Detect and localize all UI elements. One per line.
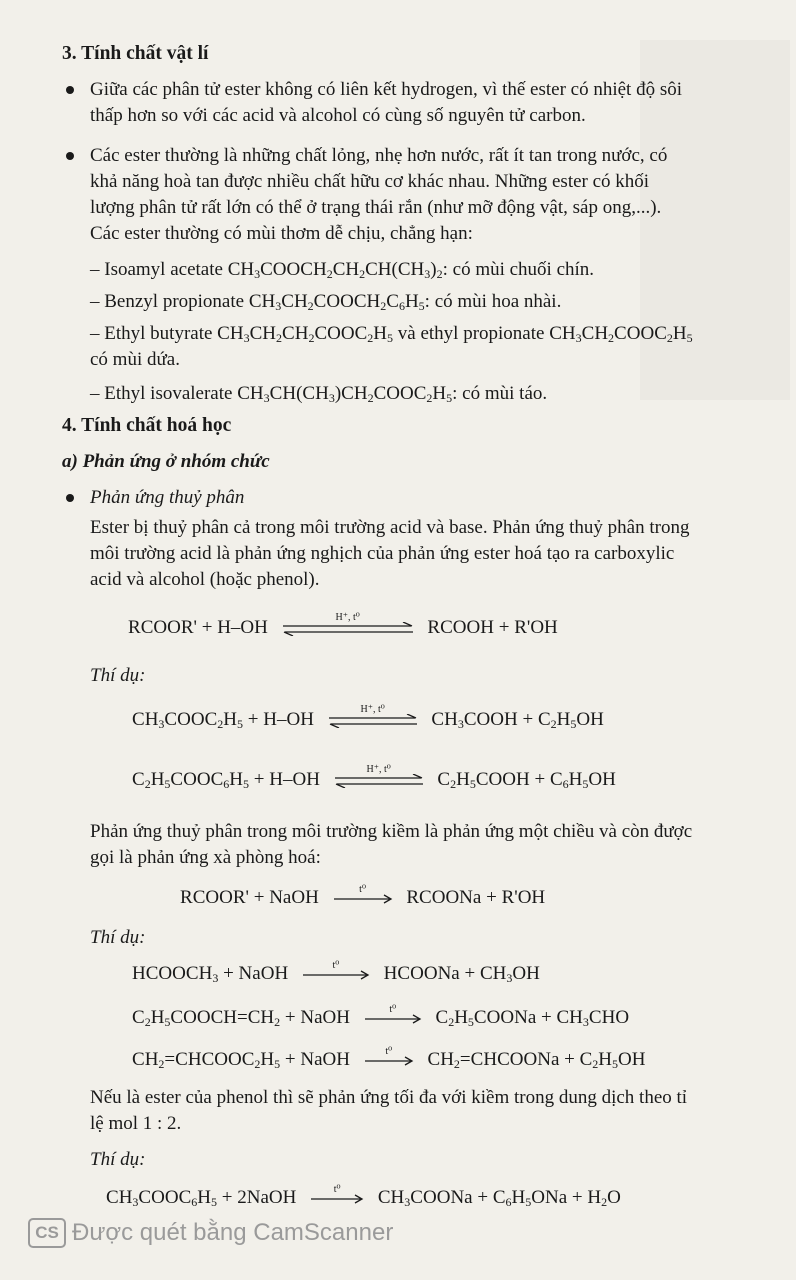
products: $C_2H_5COOH + C_6H_5OH$ <box>437 769 616 791</box>
section-4-heading: 4. Tính chất hoá học <box>62 415 232 436</box>
example-desc: : có mùi hoa nhài. <box>424 291 562 312</box>
reaction-condition: t⁰ <box>333 1183 341 1195</box>
reaction-condition: H⁺, t⁰ <box>360 703 385 715</box>
example-name: – Ethyl butyrate <box>90 323 213 344</box>
example-name: – Benzyl propionate <box>90 291 245 312</box>
reactants: $C_2H_5COOC_6H_5 + H-OH$ <box>132 769 320 791</box>
watermark-text: Được quét bằng CamScanner <box>72 1219 394 1246</box>
products: RCOONa + R'OH <box>406 887 546 908</box>
bullet2-line2: khả năng hoà tan được nhiều chất hữu cơ khác nhau. Những ester có khối <box>90 171 650 192</box>
equation-acid-1 <box>132 703 604 732</box>
equation-phenol-ester <box>106 1183 621 1210</box>
example-name: – Isoamyl acetate <box>90 259 223 280</box>
bullet1-line2: thấp hơn so với các acid và alcohol có cùng số nguyên tử carbon. <box>90 105 586 126</box>
bullet-dot <box>66 86 74 94</box>
camscanner-logo-icon: CS <box>28 1218 66 1248</box>
example-desc: : có mùi táo. <box>452 383 548 404</box>
equation-acid-2 <box>132 763 616 792</box>
reaction-condition: H⁺, t⁰ <box>366 763 391 775</box>
products: $CH_3COOH + C_2H_5OH$ <box>431 709 604 731</box>
example-name: – Ethyl isovalerate <box>90 383 233 404</box>
one-way-arrow <box>363 1003 423 1024</box>
para3-line2: lệ mol 1 : 2. <box>90 1113 182 1134</box>
chem-formula: $CH_3COOCH_2CH_2CH(CH_3)_2$ <box>227 259 443 281</box>
equation-base-2 <box>132 1003 630 1030</box>
para2-line1: Phản ứng thuỷ phân trong môi trường kiềm là phản ứng một chiều và còn được <box>90 821 693 842</box>
example-label: Thí dụ: <box>90 927 146 948</box>
camscanner-watermark <box>28 1218 393 1248</box>
bullet-dot <box>66 152 74 160</box>
products: $C_2H_5COONa + CH_3CHO$ <box>435 1007 630 1029</box>
bullet2-line1: Các ester thường là những chất lỏng, nhẹ hơn nước, rất ít tan trong nước, có <box>90 145 668 166</box>
reaction-condition: t⁰ <box>385 1045 393 1057</box>
para1-line3: acid và alcohol (hoặc phenol). <box>90 569 320 590</box>
reaction-condition: t⁰ <box>359 883 366 895</box>
example-isovalerate <box>90 382 547 406</box>
equation-general-acid-hydrolysis <box>128 611 558 640</box>
reactants: $HCOOCH_3$ + NaOH <box>132 963 289 985</box>
bullet2-line4: Các ester thường có mùi thơm dễ chịu, chẳng hạn: <box>90 223 473 244</box>
chem-formula: $CH_3CH(CH_3)CH_2COOC_2H_5$ <box>237 383 453 405</box>
chem-formula: $CH_3CH_2COOCH_2C_6H_5$ <box>248 291 425 313</box>
products: $CH_2=CHCOONa + C_2H_5OH$ <box>427 1049 646 1071</box>
reactants: $CH_3COOC_6H_5$ + 2NaOH <box>106 1187 297 1209</box>
one-way-arrow <box>332 883 394 904</box>
equilibrium-arrow-icon <box>327 714 419 728</box>
example-isoamyl <box>90 258 594 282</box>
para1-line2: môi trường acid là phản ứng nghịch của phản ứng ester hoá tạo ra carboxylic <box>90 543 675 564</box>
equation-base-3 <box>132 1045 646 1072</box>
section-3-heading: 3. Tính chất vật lí <box>62 43 209 64</box>
chem-formula: $CH_3CH_2CH_2COOC_2H_5$ <box>217 323 394 345</box>
right-arrow-icon <box>363 1014 423 1024</box>
one-way-arrow <box>363 1045 415 1066</box>
equation-general-saponification <box>180 883 546 910</box>
right-arrow-icon <box>332 894 394 904</box>
reversible-arrow <box>327 703 419 728</box>
subsection-a-heading: a) Phản ứng ở nhóm chức <box>62 451 270 472</box>
example-label: Thí dụ: <box>90 1149 146 1170</box>
bullet1-line1: Giữa các phân tử ester không có liên kết hydrogen, vì thế ester có nhiệt độ sôi <box>90 79 683 100</box>
example-mid: và ethyl propionate <box>397 323 545 344</box>
right-arrow-icon <box>363 1056 415 1066</box>
bullet-dot <box>66 494 74 502</box>
bullet2-line3: lượng phân tử rất lớn có thể ở trạng thái rắn (như mỡ động vật, sáp ong,...). <box>90 197 662 218</box>
example-label: Thí dụ: <box>90 665 146 686</box>
example-benzyl <box>90 290 561 314</box>
reactants: RCOOR' + NaOH <box>180 887 319 908</box>
reactants: $CH_3COOC_2H_5 + H-OH$ <box>132 709 314 731</box>
equation-base-1 <box>132 959 540 986</box>
para2-line2: gọi là phản ứng xà phòng hoá: <box>90 847 321 868</box>
reversible-arrow <box>281 611 415 636</box>
one-way-arrow <box>301 959 371 980</box>
chem-formula: $CH_3CH_2COOC_2H_5$ <box>549 323 693 345</box>
products: $CH_3COONa + C_6H_5ONa + H_2O$ <box>377 1187 621 1209</box>
right-arrow-icon <box>301 970 371 980</box>
para3-line1: Nếu là ester của phenol thì sẽ phản ứng tối đa với kiềm trong dung dịch theo tỉ <box>90 1087 688 1108</box>
equilibrium-arrow-icon <box>281 622 415 636</box>
reaction-condition: t⁰ <box>332 959 340 971</box>
one-way-arrow <box>309 1183 365 1204</box>
products: RCOOH + R'OH <box>427 617 558 638</box>
products: HCOONa + $CH_3OH$ <box>383 963 540 985</box>
reactants: RCOOR' + H–OH <box>128 617 268 638</box>
reversible-arrow <box>333 763 425 788</box>
reactants: $CH_2=CHCOOC_2H_5$ + NaOH <box>132 1049 350 1071</box>
right-arrow-icon <box>309 1194 365 1204</box>
example-ethyl-butyrate <box>90 322 693 346</box>
para1-line1: Ester bị thuỷ phân cả trong môi trường acid và base. Phản ứng thuỷ phân trong <box>90 517 690 538</box>
reaction-condition: H⁺, t⁰ <box>335 611 360 623</box>
example-ethyl-butyrate-desc: có mùi dứa. <box>90 349 180 370</box>
example-desc: : có mùi chuối chín. <box>442 259 595 280</box>
reaction-condition: t⁰ <box>389 1003 397 1015</box>
equilibrium-arrow-icon <box>333 774 425 788</box>
reactants: $C_2H_5COOCH=CH_2$ + NaOH <box>132 1007 350 1029</box>
hydrolysis-title: Phản ứng thuỷ phân <box>90 487 245 508</box>
